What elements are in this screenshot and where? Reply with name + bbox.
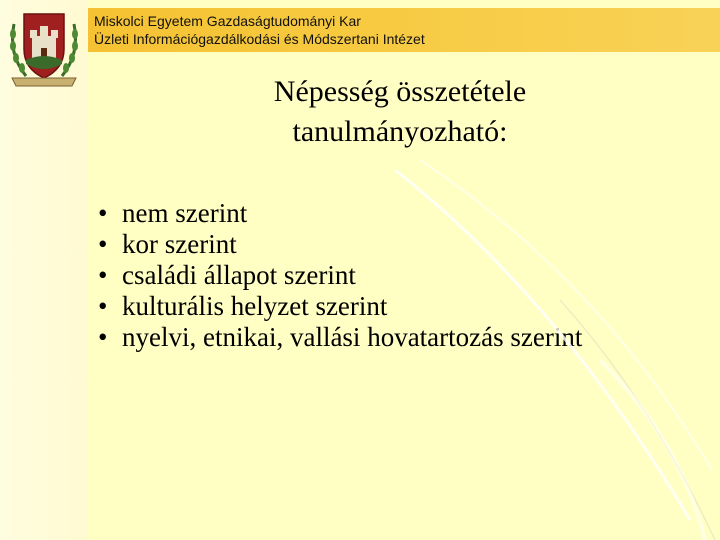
bullet-text: kulturális helyzet szerint xyxy=(122,291,388,321)
slide-title xyxy=(170,72,630,152)
bullet-item xyxy=(98,291,598,322)
bullet-item xyxy=(98,198,598,229)
bullet-icon: • xyxy=(98,198,108,228)
header-institution: Miskolci Egyetem Gazdaságtudományi Kar xyxy=(94,13,361,29)
title-line-2: tanulmányozható: xyxy=(292,115,508,148)
bullet-icon: • xyxy=(98,229,108,259)
bullet-icon: • xyxy=(98,260,108,290)
bullet-icon: • xyxy=(98,291,108,321)
bullet-icon: • xyxy=(98,322,108,352)
bullet-text: családi állapot szerint xyxy=(122,260,356,290)
university-crest-icon xyxy=(4,4,84,94)
bullet-item xyxy=(98,260,598,291)
bullet-item xyxy=(98,229,598,260)
header-department: Üzleti Információgazdálkodási és Módszertani Intézet xyxy=(94,31,425,47)
title-line-1: Népesség összetétele xyxy=(273,75,527,108)
bullet-text: nyelvi, etnikai, vallási hovatartozás szerint xyxy=(122,322,583,352)
bullet-text: nem szerint xyxy=(122,198,248,228)
bullet-list xyxy=(98,198,598,353)
bullet-text: kor szerint xyxy=(122,229,237,259)
bullet-item xyxy=(98,322,598,353)
